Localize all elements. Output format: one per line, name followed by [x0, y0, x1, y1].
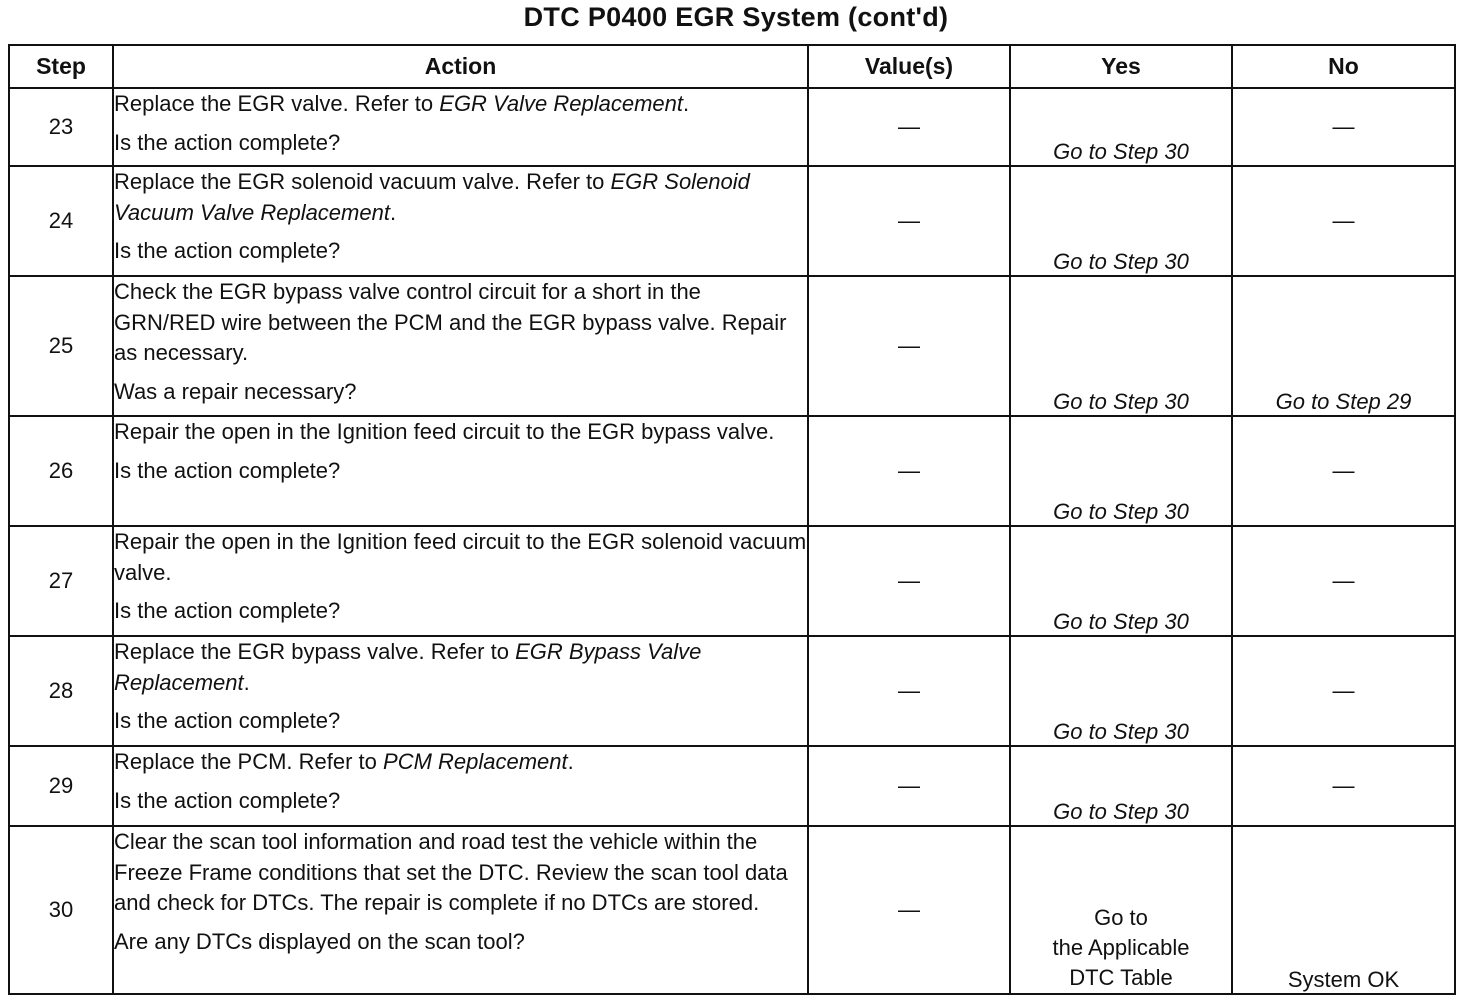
table-row [9, 746, 1455, 826]
step-number: 28 [9, 636, 113, 746]
action-text: Check the EGR bypass valve control circuit for a short in the GRN/RED wire between the PCM and the EGR bypass valve. Repair as necessary. [114, 279, 787, 365]
no-cell: — [1232, 746, 1455, 826]
yes-cell[interactable]: Go to Step 30 [1010, 166, 1232, 276]
yes-line: the Applicable [1052, 935, 1190, 960]
action-cell [113, 526, 808, 636]
action-question: Is the action complete? [114, 129, 341, 155]
value-cell: — [808, 746, 1010, 826]
reference-link[interactable]: EGR Bypass Valve Replacement [114, 639, 702, 695]
yes-cell[interactable]: Go to Step 30 [1010, 636, 1232, 746]
table-row [9, 166, 1455, 276]
action-question: Are any DTCs displayed on the scan tool? [114, 928, 525, 954]
no-cell: — [1232, 526, 1455, 636]
value-cell: — [808, 416, 1010, 526]
action-cell [113, 636, 808, 746]
action-cell [113, 166, 808, 276]
action-cell [113, 746, 808, 826]
action-text: Clear the scan tool information and road test the vehicle within the Freeze Frame conditions that set the DTC. Review the scan tool data and check for DTCs. The repair is complete if no DTCs are stored. [114, 829, 788, 915]
reference-link[interactable]: PCM Replacement [383, 749, 568, 774]
col-header-step: Step [9, 45, 113, 88]
col-header-no: No [1232, 45, 1455, 88]
step-number: 23 [9, 88, 113, 166]
col-header-action: Action [113, 45, 808, 88]
value-cell: — [808, 88, 1010, 166]
action-cell [113, 276, 808, 416]
action-question: Is the action complete? [114, 787, 341, 813]
value-cell: — [808, 276, 1010, 416]
table-row [9, 636, 1455, 746]
table-row [9, 416, 1455, 526]
action-cell [113, 826, 808, 994]
action-text: Repair the open in the Ignition feed circuit to the EGR bypass valve. [114, 419, 775, 444]
yes-cell[interactable]: Go to Step 30 [1010, 88, 1232, 166]
no-cell: System OK [1232, 826, 1455, 994]
yes-line: DTC Table [1069, 965, 1173, 990]
yes-line: Go to [1094, 905, 1148, 930]
value-cell: — [808, 636, 1010, 746]
page-title: DTC P0400 EGR System (cont'd) [523, 2, 949, 32]
no-cell: — [1232, 636, 1455, 746]
header-row [9, 45, 1455, 88]
yes-cell[interactable]: Go to Step 30 [1010, 526, 1232, 636]
action-question: Was a repair necessary? [114, 378, 357, 404]
step-number: 27 [9, 526, 113, 636]
action-question: Is the action complete? [114, 238, 341, 263]
no-cell: — [1232, 166, 1455, 276]
action-question: Is the action complete? [114, 598, 341, 623]
yes-cell[interactable]: Go to Step 30 [1010, 416, 1232, 526]
step-number: 26 [9, 416, 113, 526]
table-row [9, 826, 1455, 994]
yes-cell[interactable]: Go to Step 30 [1010, 276, 1232, 416]
reference-link[interactable]: EGR Solenoid Vacuum Valve Replacement [114, 169, 750, 225]
action-question: Is the action complete? [114, 457, 341, 483]
action-cell [113, 416, 808, 526]
step-number: 24 [9, 166, 113, 276]
col-header-yes: Yes [1010, 45, 1232, 88]
value-cell: — [808, 166, 1010, 276]
table-row [9, 276, 1455, 416]
table-row [9, 526, 1455, 636]
value-cell: — [808, 526, 1010, 636]
yes-cell[interactable]: Go to Step 30 [1010, 746, 1232, 826]
col-header-values: Value(s) [808, 45, 1010, 88]
action-text: Replace the EGR solenoid vacuum valve. Refer to EGR Solenoid Vacuum Valve Replacement. [114, 169, 750, 225]
value-cell: — [808, 826, 1010, 994]
yes-cell[interactable] [1010, 826, 1232, 994]
action-text: Replace the PCM. Refer to PCM Replacement. [114, 749, 574, 774]
step-number: 29 [9, 746, 113, 826]
step-number: 25 [9, 276, 113, 416]
action-text: Replace the EGR valve. Refer to EGR Valve Replacement. [114, 91, 690, 116]
table-row [9, 88, 1455, 166]
action-question: Is the action complete? [114, 708, 341, 733]
no-cell: — [1232, 416, 1455, 526]
action-cell [113, 88, 808, 166]
no-cell: — [1232, 88, 1455, 166]
action-text: Repair the open in the Ignition feed circuit to the EGR solenoid vacuum valve. [114, 529, 807, 585]
reference-link[interactable]: EGR Valve Replacement [439, 91, 684, 116]
dtc-table [8, 44, 1456, 995]
step-number: 30 [9, 826, 113, 994]
no-cell[interactable]: Go to Step 29 [1232, 276, 1455, 416]
action-text: Replace the EGR bypass valve. Refer to EGR Bypass Valve Replacement. [114, 639, 702, 695]
